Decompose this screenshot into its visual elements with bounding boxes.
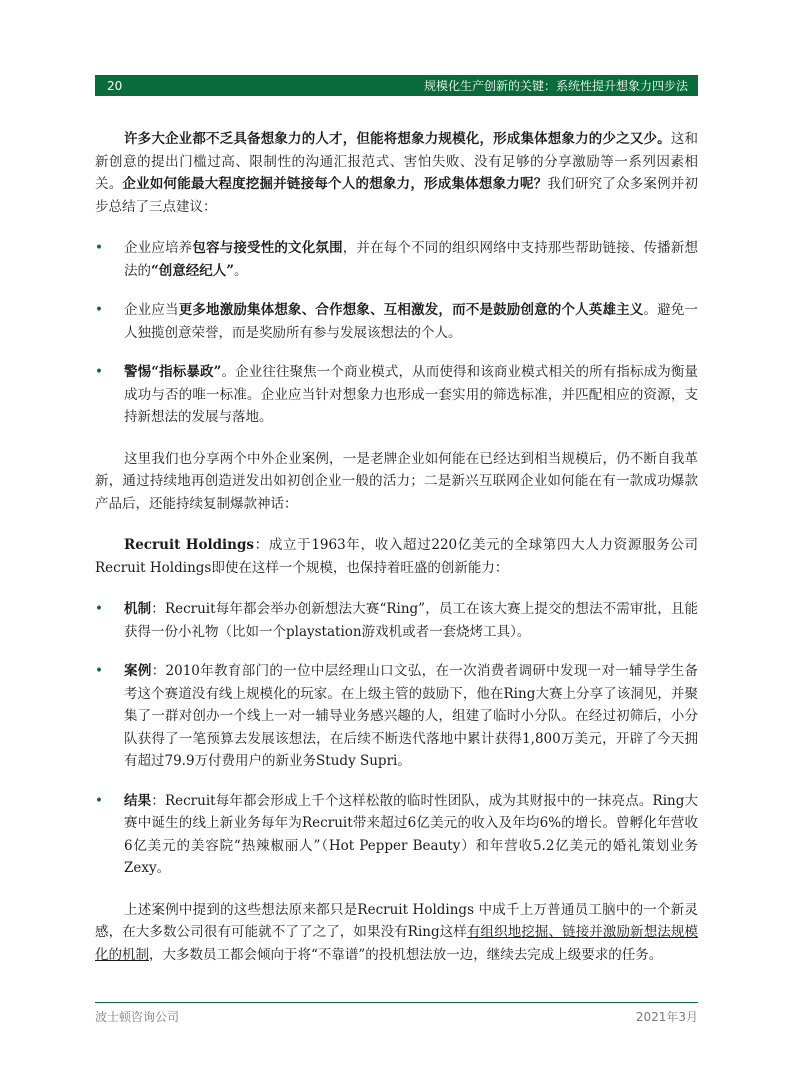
list-item: • 警惕“指标暴政”。企业往往聚焦一个商业模式，从而使得和该商业模式相关的所有指标成为衡量成功与否的唯一标准。企业应当针对想象力也形成一套实用的筛选标准，并匹配相应的资源，支持新想法的发展与落地。 [95,361,698,429]
intro-bold-1: 许多大企业都不乏具备想象力的人才，但能将想象力规模化，形成集体想象力的少之又少。 [124,131,671,147]
underlined-phrase: 有组织地挖掘、链接并激励新想法规模化的机制 [95,924,698,963]
footer-divider [95,1002,698,1003]
footer-company: 波士顿咨询公司 [95,1010,180,1024]
footer-date: 2021年3月 [635,1010,698,1024]
closing-paragraph: 上述案例中提到的这些想法原来都只是Recruit Holdings 中成千上万普通员工脑中的一个新灵感，在大多数公司很有可能就不了了之了，如果没有Ring这样有组织地挖掘、链接并激励新想法规模化的机制，大多数员工都会倾向于将“不靠谱”的投机想法放一边，继续去完成上级要求的任务。 [95,901,698,963]
list-item: • 企业应培养包容与接受性的文化氛围，并在每个不同的组织网络中支持那些帮助链接、传播新想法的“创意经纪人”。 [95,237,698,282]
header-bar [95,75,698,96]
page-number: 20 [107,78,123,93]
bullet-icon: • [95,302,103,318]
list-item: • 机制：Recruit每年都会举办创新想法大赛“Ring”，员工在该大赛上提交的想法不需审批，且能获得一份小礼物（比如一个playstation游戏机或者一套烧烤工具）。 [95,598,698,643]
list-item: • 案例：2010年教育部门的一位中层经理山口文弘，在一次消费者调研中发现一对一辅导学生备考这个赛道没有线上规模化的玩家。在上级主管的鼓励下，他在Ring大赛上分享了该洞见，并聚集了一群对创办一个线上一对一辅导业务感兴趣的人，组建了临时小分队。在经过初筛后，小分队获得了一笔预算去发展该想法，在后续不断迭代落地中累计获得1,800万美元，开辟了今天拥有超过79.9万付费用户的新业务Study Supri。 [95,660,698,773]
header-title: 规模化生产创新的关键：系统性提升想象力四步法 [423,79,688,93]
intro-bold-2: 企业如何能最大程度挖掘并链接每个人的想象力，形成集体想象力呢？ [122,176,548,192]
list-item: • 结果：Recruit每年都会形成上千个这样松散的临时性团队，成为其财报中的一抹亮点。Ring大赛中诞生的线上新业务每年为Recruit带来超过6亿美元的收入及年均6%的增长。曾孵化年营收6亿美元的美容院“热辣椒丽人”（Hot Pepper Beauty）和年营收5.2亿美元的婚礼策划业务Zexy。 [95,790,698,880]
list-item: • 企业应当更多地激励集体想象、合作想象、互相激发，而不是鼓励创意的个人英雄主义。避免一人独揽创意荣誉，而是奖励所有参与发展该想法的个人。 [95,299,698,344]
cases-intro-paragraph: 这里我们也分享两个中外企业案例，一是老牌企业如何能在已经达到相当规模后，仍不断自我革新，通过持续地再创造迸发出如初创企业一般的活力；二是新兴互联网企业如何能在有一款成功爆款产品后，还能持续复制爆款神话： [95,450,698,512]
bullet-icon: • [95,792,103,809]
bullet-icon: • [95,240,103,256]
recruit-paragraph: Recruit Holdings：成立于1963年，收入超过220亿美元的全球第四大人力资源服务公司Recruit Holdings即使在这样一个规模，也保持着旺盛的创新能力： [95,537,698,576]
recruit-list [95,598,698,880]
recommendations-list [95,237,698,429]
bullet-icon: • [95,601,103,617]
bullet-icon: • [95,663,103,679]
main-content [95,128,698,966]
intro-text-2: 我们研究了众多案例并初步总结了三点建议： [95,176,699,215]
bullet-icon: • [95,364,103,380]
intro-paragraph [95,128,698,218]
intro-text-1: 这和新创意的提出门槛过高、限制性的沟通汇报范式、害怕失败、没有足够的分享激励等一系列因素相关。 [95,131,698,192]
recruit-name: Recruit Holdings [124,537,254,553]
